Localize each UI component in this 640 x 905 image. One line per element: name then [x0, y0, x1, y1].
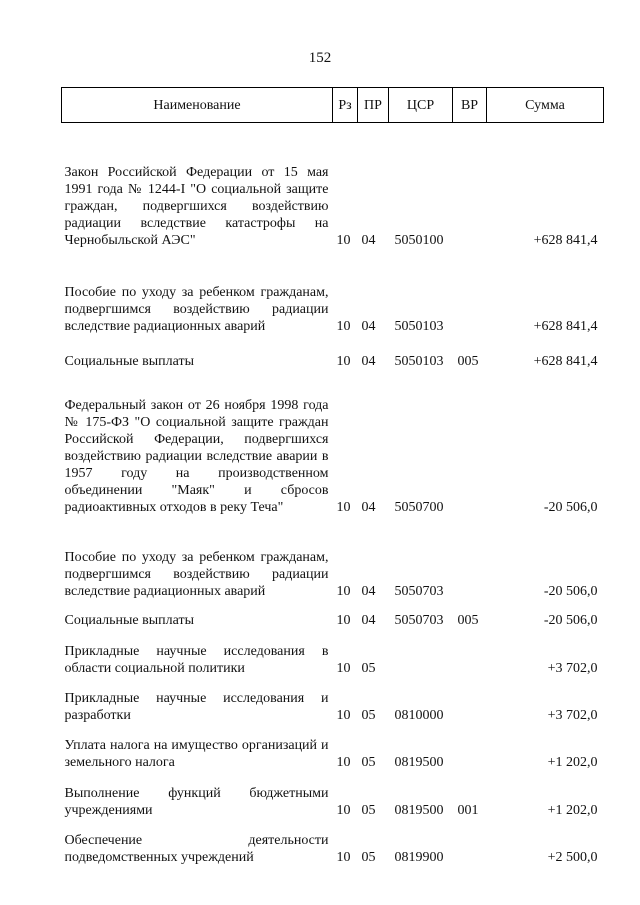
- header-pr: ПР: [358, 88, 389, 123]
- row-csr: 5050103: [394, 353, 444, 369]
- row-sum: +1 202,0: [547, 754, 598, 770]
- row-csr: 0819900: [394, 849, 444, 865]
- row-sum: -20 506,0: [543, 612, 598, 628]
- row-vr: [453, 516, 487, 600]
- row-pr: 05: [361, 660, 376, 676]
- row-rz: 10: [336, 612, 351, 628]
- table-row: [62, 123, 604, 249]
- table-row: [62, 819, 604, 866]
- row-pr: 04: [361, 612, 376, 628]
- row-sum: -20 506,0: [543, 583, 598, 599]
- row-pr: 04: [361, 499, 376, 515]
- page-number: 152: [308, 50, 332, 66]
- row-vr: [453, 370, 487, 516]
- row-rz: 10: [336, 660, 351, 676]
- row-vr: 005: [457, 612, 479, 628]
- row-csr: 0810000: [394, 707, 444, 723]
- row-rz: 10: [336, 583, 351, 599]
- row-rz: 10: [336, 802, 351, 818]
- row-name: Социальные выплаты: [64, 612, 195, 628]
- row-pr: 05: [361, 849, 376, 865]
- table-header-row: [62, 88, 604, 123]
- table-row: [62, 677, 604, 724]
- row-name: Уплата налога на имущество организаций и земельного налога: [64, 737, 329, 770]
- row-pr: 05: [361, 754, 376, 770]
- row-sum: -20 506,0: [543, 499, 598, 515]
- table-row: [62, 724, 604, 771]
- row-sum: +3 702,0: [547, 660, 598, 676]
- table-row: [62, 771, 604, 819]
- row-csr: [389, 629, 453, 677]
- row-pr: 05: [361, 707, 376, 723]
- row-name: Прикладные научные исследования в области социальной политики: [64, 643, 329, 676]
- header-sum: Сумма: [487, 88, 604, 123]
- row-csr: 5050703: [394, 583, 444, 599]
- row-csr: 5050703: [394, 612, 444, 628]
- row-pr: 04: [361, 353, 376, 369]
- row-vr: 005: [457, 353, 479, 369]
- table-row: [62, 335, 604, 370]
- row-vr: [453, 629, 487, 677]
- row-name: Выполнение функций бюджетными учреждениями: [64, 785, 329, 818]
- row-sum: +628 841,4: [533, 353, 598, 369]
- row-rz: 10: [336, 707, 351, 723]
- row-csr: 5050700: [394, 499, 444, 515]
- row-name: Пособие по уходу за ребенком гражданам, подвергшимся воздействию радиации вследствие радиационных аварий: [64, 549, 329, 599]
- header-csr: ЦСР: [389, 88, 453, 123]
- row-vr: [453, 724, 487, 771]
- row-vr: [453, 249, 487, 335]
- row-name: Обеспечение деятельности подведомственных учреждений: [64, 832, 329, 865]
- table-row: [62, 629, 604, 677]
- row-sum: +628 841,4: [533, 232, 598, 248]
- header-name: Наименование: [62, 88, 333, 123]
- row-name: Прикладные научные исследования и разработки: [64, 690, 329, 723]
- row-name: Социальные выплаты: [64, 353, 195, 369]
- row-rz: 10: [336, 754, 351, 770]
- row-pr: 04: [361, 318, 376, 334]
- row-vr: [453, 819, 487, 866]
- row-sum: +2 500,0: [547, 849, 598, 865]
- row-csr: 5050103: [394, 318, 444, 334]
- row-pr: 05: [361, 802, 376, 818]
- budget-table: [61, 87, 604, 866]
- row-rz: 10: [336, 232, 351, 248]
- row-csr: 0819500: [394, 754, 444, 770]
- table-row: [62, 516, 604, 600]
- row-rz: 10: [336, 499, 351, 515]
- row-name: Закон Российской Федерации от 15 мая 1991 года № 1244-I "О социальной защите граждан, подвергшихся воздействию радиации вследствие катастрофы на Чернобыльской АЭС": [64, 164, 329, 248]
- row-csr: 0819500: [394, 802, 444, 818]
- row-vr: [453, 123, 487, 249]
- row-pr: 04: [361, 583, 376, 599]
- table-row: [62, 249, 604, 335]
- row-vr: [453, 677, 487, 724]
- row-sum: +1 202,0: [547, 802, 598, 818]
- header-vr: ВР: [453, 88, 487, 123]
- row-vr: 001: [457, 802, 479, 818]
- row-csr: 5050100: [394, 232, 444, 248]
- table-row: [62, 370, 604, 516]
- row-name: Пособие по уходу за ребенком гражданам, подвергшимся воздействию радиации вследствие радиационных аварий: [64, 284, 329, 334]
- row-rz: 10: [336, 353, 351, 369]
- row-rz: 10: [336, 849, 351, 865]
- row-sum: +628 841,4: [533, 318, 598, 334]
- header-rz: Рз: [333, 88, 358, 123]
- row-name: Федеральный закон от 26 ноября 1998 года № 175-ФЗ "О социальной защите граждан Российской Федерации, подвергшихся воздействию радиации вследствие аварии в 1957 году на производственном объединении "Маяк" и сбросов радиоактивных отходов в реку Теча": [64, 397, 329, 515]
- row-pr: 04: [361, 232, 376, 248]
- row-rz: 10: [336, 318, 351, 334]
- table-row: [62, 600, 604, 629]
- row-sum: +3 702,0: [547, 707, 598, 723]
